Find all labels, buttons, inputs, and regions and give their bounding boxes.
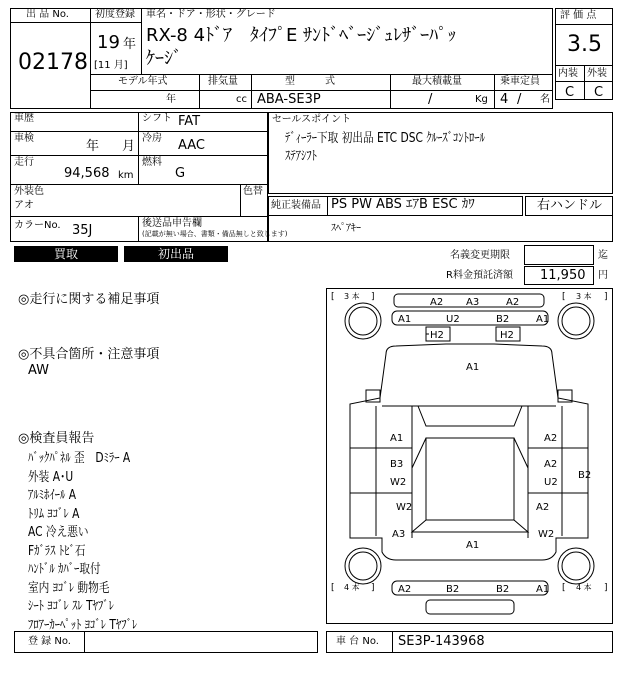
mileage-value: 94,568 — [64, 166, 110, 181]
kg-unit: Kg — [475, 94, 488, 105]
bottom-row-a: A2 — [398, 584, 412, 595]
wheel-rear-left — [345, 548, 381, 584]
handle-value: 右ハンドル — [537, 198, 603, 213]
report-line: Fｶﾞﾗｽ ﾄﾋﾞ石 — [28, 543, 86, 559]
report-line: AC 冷え悪い — [28, 525, 89, 540]
lot-number: 02178 — [18, 50, 88, 75]
car-name-line2: ｹｰｼﾞ — [146, 48, 182, 69]
lot-label: 出 品 No. — [26, 9, 69, 20]
mileage-label: 走行 — [14, 157, 34, 168]
max-load-slash: / — [428, 92, 433, 107]
right-front-door-u: U2 — [544, 477, 558, 488]
right-front-door: A2 — [544, 459, 558, 470]
right-rear-fender: W2 — [538, 529, 555, 540]
svg-text:]: ] — [371, 292, 375, 302]
model-year-label: モデル年式 — [118, 76, 168, 87]
ext-color-label: 外装色 — [14, 186, 44, 197]
bottom-row-b: B2 — [446, 584, 460, 595]
headlight-left: H2 — [430, 330, 444, 341]
right-front-fender: A2 — [544, 433, 558, 444]
later-parts-note: (記載が無い場合、書類・備品無しと致します) — [142, 230, 288, 238]
left-front-door-w: W2 — [390, 477, 407, 488]
ac-value: AAC — [178, 138, 205, 153]
max-load-label: 最大積載量 — [412, 76, 462, 87]
exterior-grade: C — [594, 85, 604, 100]
recycle-unit: 円 — [598, 270, 608, 281]
report-line: ﾄﾘﾑ ﾖｺﾞﾚ A — [28, 506, 80, 522]
score-value: 3.5 — [567, 32, 602, 57]
driving-notes-label: ◎走行に関する補足事項 — [18, 292, 160, 307]
capacity-value: 4 — [500, 92, 509, 107]
top-row1-a: A2 — [430, 297, 444, 308]
sales-point-line1: ﾃﾞｨｰﾗｰ下取 初出品 ETC DSC ｸﾙｰｽﾞｺﾝﾄﾛｰﾙ — [285, 131, 485, 146]
wheel-front-right — [558, 303, 594, 339]
defects-label: ◎不具合箇所・注意事項 — [18, 347, 160, 362]
report-line: ﾌﾛｱｰｶｰﾍﾟｯﾄ ﾖｺﾞﾚ Tﾔﾌﾞﾚ — [28, 617, 138, 633]
type-value: ABA-SE3P — [257, 92, 321, 107]
chassis-number: SE3P-143968 — [398, 634, 485, 649]
recycle-amount: 11,950 — [540, 268, 586, 283]
recycle-label: R料金預託済額 — [446, 270, 513, 281]
left-front-door: B3 — [390, 459, 404, 470]
inspector-report-list — [28, 447, 318, 632]
color-no-label: カラーNo. — [14, 220, 61, 231]
car-condition-diagram — [326, 288, 613, 624]
mileage-unit: km — [118, 170, 134, 181]
first-reg-label: 初度登録 — [95, 9, 135, 20]
report-line: ｱﾙﾐﾎｲｰﾙ A — [28, 488, 76, 503]
defects-value: AW — [28, 363, 50, 378]
chassis-label: 車 台 No. — [336, 636, 379, 647]
first-reg-month: [11 月] — [94, 60, 128, 71]
headlight-right: H2 — [500, 330, 514, 341]
car-name-label: 車名・ドア・形状・グレード — [146, 9, 276, 20]
svg-text:]: ] — [604, 292, 608, 302]
top-row2-d: A1 — [536, 314, 550, 325]
equipment-label: 純正装備品 — [271, 200, 321, 211]
tag-top-left: 3 本 — [344, 292, 360, 301]
capacity-label: 乗車定員 — [500, 76, 540, 87]
car-body-outline — [350, 344, 588, 560]
buy-tag: 買取 — [14, 246, 118, 262]
cc-unit: cc — [236, 94, 247, 105]
tag-bottom-left: 4 本 — [344, 583, 360, 592]
tag-top-right: 3 本 — [576, 292, 592, 301]
name-change-label: 名義変更期限 — [450, 250, 510, 261]
ext-color-value: アオ — [14, 200, 34, 211]
name-change-unit: 迄 — [598, 250, 608, 261]
history-label: 車歴 — [14, 113, 34, 124]
report-line: ﾊﾞｯｸﾊﾟﾈﾙ 歪 Dﾐﾗｰ A — [28, 451, 131, 466]
svg-text:]: ] — [371, 583, 375, 593]
svg-text:]: ] — [604, 583, 608, 593]
car-name-line1: RX-8 4ﾄﾞｱ ﾀｲﾌﾟE ｻﾝﾄﾞﾍﾞｰｼﾞｭﾚｻﾞｰﾊﾟｯ — [146, 25, 457, 46]
displacement-label: 排気量 — [208, 76, 238, 87]
report-line: 外装 A･U — [28, 469, 74, 485]
report-line: 室内 ﾖｺﾞﾚ 動物毛 — [28, 580, 110, 596]
fuel-value: G — [175, 166, 186, 181]
top-row2-c: B2 — [496, 314, 510, 325]
interior-label: 内装 — [558, 68, 578, 79]
exterior-label: 外装 — [587, 68, 607, 79]
left-rear-door: W2 — [396, 502, 413, 513]
top-row1-b: A3 — [466, 297, 480, 308]
inspection-year: 年 — [86, 139, 100, 154]
left-rear-fender: A3 — [392, 529, 406, 540]
bottom-row-c: B2 — [496, 584, 510, 595]
first-reg-year-unit: 年 — [123, 37, 137, 52]
top-row2-a: A1 — [398, 314, 412, 325]
wheel-front-left — [345, 303, 381, 339]
top-row2-b: U2 — [446, 314, 460, 325]
sales-point-label: セールスポイント — [272, 114, 352, 125]
ac-label: 冷房 — [142, 133, 162, 144]
inspection-label: 車検 — [14, 133, 34, 144]
equipment-value: PS PW ABS ｴｱB ESC ｶﾜ — [331, 197, 475, 212]
reg-no-label: 登 録 No. — [28, 636, 71, 647]
inspection-month: 月 — [122, 139, 136, 154]
bottom-row-d: A1 — [536, 584, 550, 595]
person-unit: 名 — [540, 94, 550, 105]
right-rear-door: A2 — [536, 502, 550, 513]
name-change-box — [524, 245, 594, 265]
first-reg-year: 19 — [97, 32, 120, 53]
fuel-label: 燃料 — [142, 157, 162, 168]
hood-grade: A1 — [466, 362, 480, 373]
model-year-unit: 年 — [166, 94, 176, 105]
top-row1-c: A2 — [506, 297, 520, 308]
later-parts-value: ｽﾍﾟｱｷｰ — [331, 223, 361, 234]
right-edge: B2 — [578, 470, 592, 481]
color-no-value: 35J — [72, 223, 93, 238]
later-parts-label: 後送品申告欄 — [142, 218, 202, 229]
report-line: ｼｰﾄ ﾖｺﾞﾚ ｽﾚ Tﾔﾌﾞﾚ — [28, 599, 114, 614]
color-change-label: 色替 — [243, 186, 263, 197]
inspector-report-label: ◎検査員報告 — [18, 431, 95, 446]
svg-text:[: [ — [562, 583, 566, 593]
report-line: ﾊﾝﾄﾞﾙ ｶﾊﾞｰ取付 — [28, 562, 101, 577]
capacity-slash: / — [517, 92, 522, 107]
first-listing-tag: 初出品 — [124, 246, 228, 262]
interior-grade: C — [565, 85, 575, 100]
tag-bottom-right: 4 本 — [576, 583, 592, 592]
type-label: 型 式 — [285, 76, 335, 87]
left-front-fender: A1 — [390, 433, 404, 444]
wheel-rear-right — [558, 548, 594, 584]
shift-value: FAT — [178, 114, 201, 129]
svg-text:[: [ — [331, 292, 335, 302]
shift-label: シフト — [142, 113, 172, 124]
score-label: 評 価 点 — [560, 10, 597, 21]
svg-text:[: [ — [331, 583, 335, 593]
svg-text:[: [ — [562, 292, 566, 302]
rear-panel: A1 — [466, 540, 480, 551]
sales-point-line2: ｽﾃｱｼﾌﾄ — [285, 149, 317, 164]
